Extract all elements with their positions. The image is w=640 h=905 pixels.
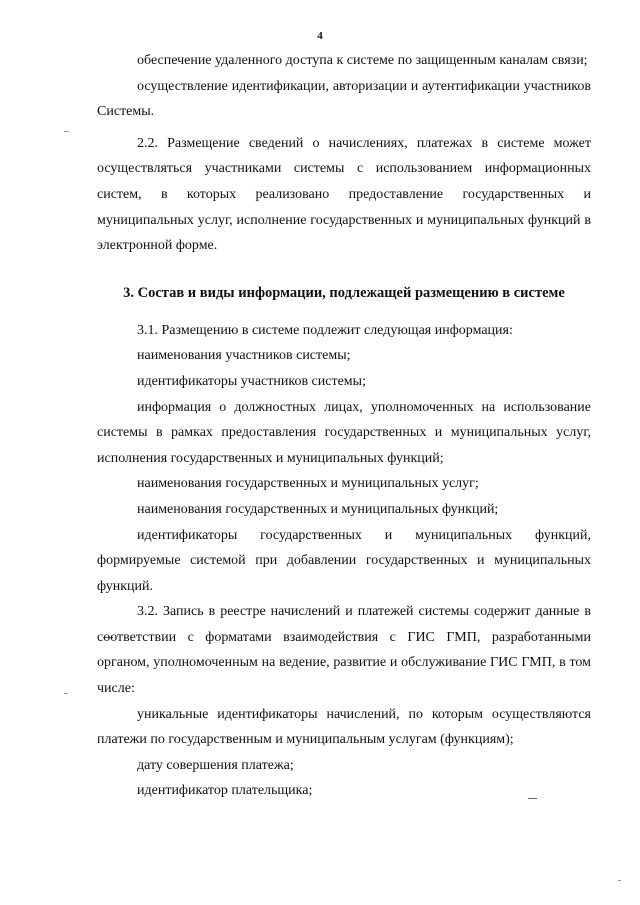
list-item: идентификаторы государственных и муниципальных функций, формируемые системой при добавлении государственных и муниципальных функций. xyxy=(97,527,591,594)
list-item: уникальные идентификаторы начислений, по которым осуществляются платежи по государственным и муниципальным услугам (функциям); xyxy=(97,706,591,748)
list-item: информация о должностных лицах, уполномоченных на использование системы в рамках предоставления государственных и муниципальных услуг, исполнения государственных и муниципальных функций; xyxy=(97,399,591,466)
scan-mark xyxy=(618,880,621,881)
list-item: идентификатор плательщика; xyxy=(137,783,313,799)
list-item: наименования государственных и муниципальных функций; xyxy=(137,501,499,517)
list-item: наименования государственных и муниципальных услуг; xyxy=(137,476,479,492)
paragraph: обеспечение удаленного доступа к системе по защищенным каналам связи; xyxy=(137,53,588,68)
list-item: дату совершения платежа; xyxy=(137,757,294,773)
paragraph: 2.2. Размещение сведений о начислениях, платежах в системе может осуществляться участниками системы с использованием информационных систем, в которых реализовано предоставление государственных и муниципальных услуг, исполнение государственных и муниципальных функций в электронной форме. xyxy=(97,135,591,254)
paragraph: 3.1. Размещению в системе подлежит следующая информация: xyxy=(137,322,513,338)
paragraph: осуществление идентификации, авторизации и аутентификации участников Системы. xyxy=(97,78,591,120)
list-item: идентификаторы участников системы; xyxy=(137,373,366,389)
list-item: наименования участников системы; xyxy=(137,348,351,364)
scan-mark xyxy=(64,693,68,694)
paragraph: 3.2. Запись в реестре начислений и платежей системы содержит данные в соответствии с форматами взаимодействия с ГИС ГМП, разработанными органом, уполномоченным на ведение, развитие и обслуживание ГИС ГМП, в том числе: xyxy=(97,604,591,697)
document-body xyxy=(97,48,591,804)
section-heading: 3. Состав и виды информации, подлежащей размещению в системе xyxy=(123,284,565,301)
page-number: 4 xyxy=(317,30,323,42)
scan-mark xyxy=(64,131,69,132)
